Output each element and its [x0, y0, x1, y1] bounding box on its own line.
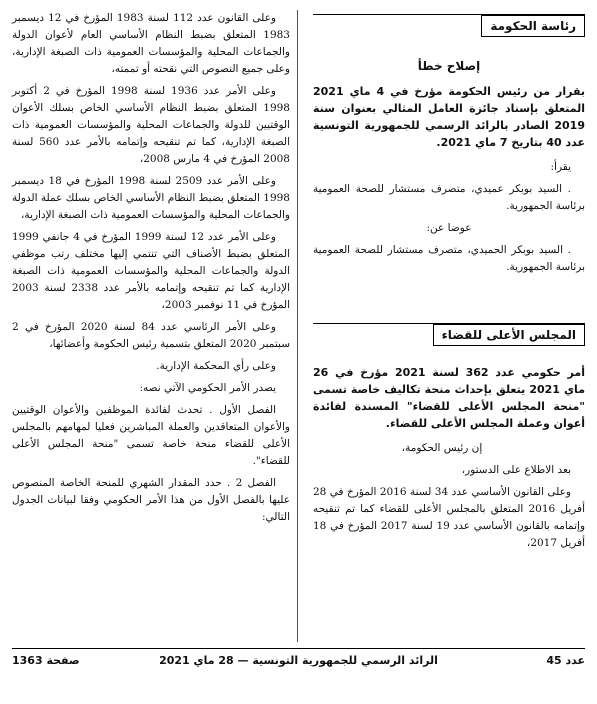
preamble-law-2016: وعلى القانون الأساسي عدد 34 لسنة 2016 المؤرخ في 28 أفريل 2016 المتعلق بالمجلس الأعلى للقضاء كما تم تنقيحه وإتمامه بالقانون الأساسي عدد 19 لسنة 2017 المؤرخ في 18 أفريل 2017، — [313, 486, 586, 549]
paragraph-decree-2509: وعلى الأمر عدد 2509 لسنة 1998 المؤرخ في 18 ديسمبر 1998 المتعلق بضبط النظام الأساسي الخاص بسلك عملة الدولة والجماعات المحلية والمؤسسات العمومية ذات الصبغة الإدارية، — [12, 175, 290, 221]
section-title-government: رئاسة الحكومة — [481, 15, 585, 37]
issue-number: عدد 45 — [546, 654, 585, 667]
erratum-title: إصلاح خطأ — [417, 59, 481, 73]
page-number: صفحة 1363 — [12, 654, 80, 667]
decree-title: بقرار من رئيس الحكومة مؤرخ في 4 ماي 2021 المتعلق بإسناد جائزة العامل المثالي بعنوان سنة 2019 الصادر بالرائد الرسمي للجمهورية التونسية عدد 40 بتاريخ 7 ماي 2021. — [313, 85, 585, 149]
paragraph-decree-1936: وعلى الأمر عدد 1936 لسنة 1998 المؤرخ في 2 أكتوبر 1998 المتعلق بضبط النظام الأساسي الخاص بسلك الأعوان الوقتيين للدولة والجماعات المحلية والمؤسسات العمومية ذات الصبغة الإدارية، كما تم تنقيحه وإتمامه بالأمر عدد 560 لسنة 2008 المؤرخ في 4 مارس 2008، — [12, 85, 290, 165]
article-1: الفصل الأول . تحدث لفائدة الموظفين والأعوان الوقتيين والأعوان المتعاقدين والعملة المباشرين فعليا لمهامهم بالمجلس الأعلى للقضاء منحة خاصة تسمى "منحة المجلس الأعلى للقضاء". — [12, 404, 290, 467]
section-header-government — [313, 14, 585, 43]
section-title-judiciary: المجلس الأعلى للقضاء — [433, 324, 585, 346]
read-label: يقرأ: — [550, 161, 571, 173]
paragraph-decree-text: يصدر الأمر الحكومي الآتي نصه: — [139, 382, 276, 394]
page-footer — [12, 648, 585, 673]
instead-text: . السيد بوبكر الحميدي، متصرف مستشار للصحة العمومية برئاسة الجمهورية. — [313, 244, 585, 273]
paragraph-admin-court: وعلى رأي المحكمة الإدارية. — [156, 360, 276, 372]
left-column — [12, 10, 290, 531]
gazette-name-date: الرائد الرسمي للجمهورية التونسية — 28 ماي 2021 — [159, 654, 438, 667]
order-title: أمر حكومي عدد 362 لسنة 2021 مؤرخ في 26 ماي 2021 يتعلق بإحداث منحة تكاليف خاصة تسمى "منحة المجلس الأعلى للقضاء" المسندة لفائدة أعوان وعملة المجلس الأعلى للقضاء. — [313, 366, 585, 430]
paragraph-decree-12: وعلى الأمر عدد 12 لسنة 1999 المؤرخ في 4 جانفي 1999 المتعلق بضبط الأصناف التي تنتمي إليها مختلف رتب موظفي الدولة والجماعات المحلية والمؤسسات العمومية ذات الصبغة الإدارية كما تم تنقيحه وإتمامه بالأمر عدد 2338 لسنة 2003 المؤرخ في 11 نوفمبر 2003، — [12, 231, 290, 311]
paragraph-decree-84: وعلى الأمر الرئاسي عدد 84 لسنة 2020 المؤرخ في 2 سبتمبر 2020 المتعلق بتسمية رئيس الحكومة وأعضائها، — [12, 321, 290, 350]
preamble-head: إن رئيس الحكومة، — [401, 442, 483, 454]
right-column — [313, 10, 585, 557]
column-divider — [297, 10, 298, 642]
article-2: الفصل 2 . حدد المقدار الشهري للمنحة الخاصة المنصوص عليها بالفصل الأول من هذا الأمر الحكومي وفقا لبيانات الجدول التالي: — [12, 477, 290, 523]
preamble-constitution: بعد الاطلاع على الدستور، — [461, 464, 571, 476]
read-text: . السيد بوبكر عميدي، متصرف مستشار للصحة العمومية برئاسة الجمهورية. — [313, 183, 585, 212]
instead-label: عوضا عن: — [426, 222, 472, 234]
section-header-judiciary — [313, 323, 585, 352]
paragraph-law-1983: وعلى القانون عدد 112 لسنة 1983 المؤرخ في 12 ديسمبر 1983 المتعلق بضبط النظام الأساسي العام لأعوان الدولة والجماعات المحلية والمؤسسات العمومية ذات الصبغة الإدارية، وعلى جميع النصوص التي نقحته أو تممته، — [12, 12, 290, 75]
